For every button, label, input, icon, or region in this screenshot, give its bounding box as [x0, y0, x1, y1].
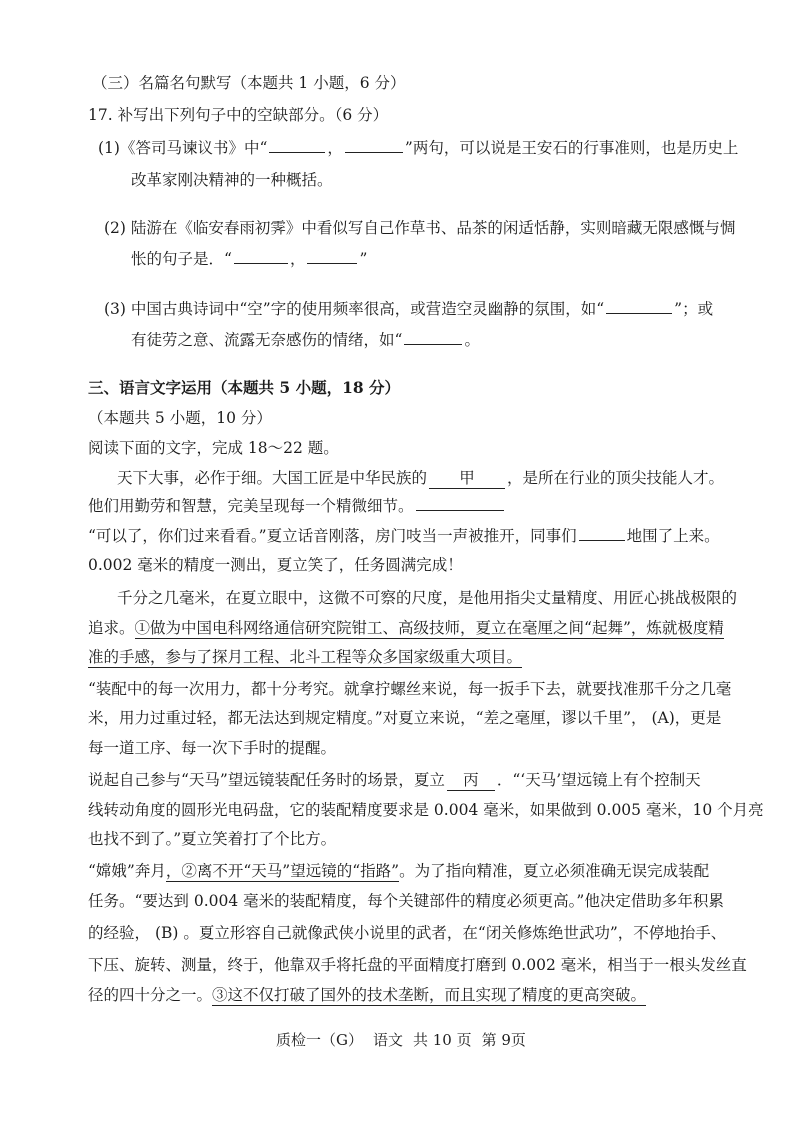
passage-text: “可以了，你们过来看看。”夏立话音刚落，房门吱当一声被推开，同事们 — [88, 527, 577, 545]
passage-text: 的经验， — [88, 924, 151, 942]
blank-marker: 丙 — [463, 771, 479, 789]
passage-text: “嫦娥”奔月 — [88, 862, 166, 880]
footer-exam: 质检一（G） — [276, 1031, 363, 1049]
passage-text: 每一道工序、每一次下手时的提醒。 — [88, 739, 337, 757]
passage-text: 线转动角度的圆形光电码盘，它的装配精度要求是 0.004 毫米，如果做到 0.005 毫米，10 个月亮 — [88, 801, 764, 819]
passage-text: 他们用勤劳和智慧，完美呈现每一个精微细节。 — [88, 497, 414, 515]
item-text: ”两句，可以说是王安石的行事准则，也是历史上 — [404, 139, 739, 157]
question-17-item-1-line2 — [131, 170, 333, 190]
passage-line — [88, 955, 747, 975]
passage-line — [88, 861, 709, 881]
instruction-text: 阅读下面的文字，完成 18～22 题。 — [88, 439, 339, 457]
underlined-sentence-2: ，②离不开“天马”望远镜的“指路” — [165, 862, 400, 880]
question-17-item-2-line2 — [131, 249, 367, 269]
item-text: 怅的句子是．“ — [131, 250, 232, 268]
question-stem-text: 17. 补写出下列句子中的空缺部分。（6 分） — [88, 106, 389, 124]
page-footer — [276, 1030, 536, 1050]
answer-blank[interactable] — [606, 299, 672, 314]
answer-blank[interactable] — [404, 330, 462, 345]
answer-blank[interactable] — [307, 249, 357, 264]
passage-text: 地围了上来。 — [626, 527, 720, 545]
passage-text: 米，用力过重过轻，都无法达到规定精度。”对夏立来说，“差之毫厘，谬以千里”， — [88, 709, 647, 727]
passage-line — [88, 923, 726, 943]
section-heading-3 — [88, 378, 400, 398]
passage-line — [117, 468, 724, 489]
passage-text: 下压、旋转、测量，终于，他靠双手将托盘的平面精度打磨到 0.002 毫米，相当于一根头发丝直 — [88, 956, 747, 974]
item-text: (3) 中国古典诗词中“空”字的使用频率很高，或营造空灵幽静的氛围，如“ — [104, 300, 605, 318]
passage-line — [88, 708, 721, 728]
passage-line — [117, 588, 737, 608]
passage-line — [88, 555, 463, 575]
section-heading-text: 三、语言文字运用（本题共 5 小题，18 分） — [88, 378, 401, 397]
passage-text: 任务。“要达到 0.004 毫米的装配精度，每个关键部件的精度必须更高。”他决定借助多年积累 — [88, 892, 724, 910]
item-text: 有徒劳之意、流露无奈感伤的情绪，如“ — [131, 331, 403, 349]
passage-text: 。夏立形容自己就像武侠小说里的武者，在“闭关修炼绝世武功”，不停地抬手、 — [183, 924, 727, 942]
item-text: (2) 陆游在《临安春雨初霁》中看似写自己作草书、品茶的闲适恬静，实则暗藏无限感慨与惆 — [104, 219, 736, 237]
section-heading-3-sub — [92, 73, 406, 93]
passage-line — [88, 770, 701, 791]
item-text: ”；或 — [674, 300, 714, 318]
passage-line — [88, 985, 646, 1005]
passage-text: ，是所在行业的顶尖技能人才。 — [507, 469, 725, 487]
blank-marker-a: (A) — [651, 709, 675, 727]
item-text: ” — [359, 250, 368, 268]
passage-line — [88, 496, 506, 516]
passage-text: ，更是 — [674, 709, 722, 727]
item-text: ， — [289, 250, 306, 268]
item-text: 改革家刚决精神的一种概括。 — [131, 171, 333, 189]
question-17-stem — [88, 105, 388, 125]
section-subheading — [88, 408, 272, 428]
item-text: ， — [327, 139, 343, 157]
passage-text: 径的四十分之一。 — [88, 986, 213, 1004]
passage-line — [88, 647, 522, 667]
passage-line — [88, 829, 336, 849]
section-sub-text: （本题共 5 小题，10 分） — [88, 409, 272, 427]
underlined-sentence-3: ③这不仅打破了国外的技术垄断，而且实现了精度的更高突破。 — [212, 986, 647, 1004]
section-heading-text: （三）名篇名句默写（本题共 1 小题，6 分） — [92, 74, 406, 92]
question-17-item-2 — [104, 218, 735, 238]
item-text: (1)《答司马谏议书》中“ — [98, 139, 268, 157]
passage-text: “装配中的每一次用力，都十分考究。就拿拧螺丝来说，每一扳手下去，就要找准那千分之几毫 — [88, 680, 732, 698]
underlined-sentence-1: ①做为中国电科网络通信研究院钳工、高级技师，夏立在毫厘之间“起舞”，炼就极度精 — [134, 619, 724, 637]
footer-page-number: 第 9页 — [481, 1031, 526, 1049]
question-17-item-1 — [98, 138, 738, 158]
passage-text: 天下大事，必作于细。大国工匠是中华民族的 — [117, 469, 428, 487]
blank-marker: 甲 — [459, 469, 475, 487]
question-17-item-3-line2 — [131, 330, 480, 350]
passage-text: 千分之几毫米，在夏立眼中，这微不可察的尺度，是他用指尖丈量精度、用匠心挑战极限的 — [117, 589, 738, 607]
passage-line — [88, 800, 764, 820]
blank-marker-b: (B) — [154, 924, 179, 942]
passage-line — [88, 526, 720, 546]
answer-blank[interactable] — [345, 138, 403, 153]
passage-line — [88, 679, 731, 699]
reading-instruction — [88, 438, 339, 458]
passage-line — [88, 618, 724, 638]
footer-subject: 语文 — [372, 1031, 403, 1049]
answer-blank[interactable] — [234, 249, 288, 264]
underlined-sentence-1-cont: 准的手感，参与了探月工程、北斗工程等众多国家级重大项目。 — [88, 648, 523, 666]
question-17-item-3 — [104, 299, 713, 319]
answer-blank[interactable] — [269, 138, 325, 153]
footer-total-pages: 共 10 页 — [413, 1031, 472, 1049]
answer-blank[interactable] — [416, 496, 504, 511]
passage-text: 追求。 — [88, 619, 135, 637]
passage-line — [88, 891, 724, 911]
fill-blank-bing[interactable] — [447, 770, 495, 791]
passage-line — [88, 738, 336, 758]
fill-blank-yi[interactable] — [579, 526, 625, 541]
fill-blank-jia[interactable] — [429, 468, 505, 489]
passage-text: 说起自己参与“天马”望远镜装配任务时的场景，夏立 — [88, 771, 445, 789]
item-text: 。 — [464, 331, 480, 349]
passage-text: ．“‘天马’望远镜上有个控制天 — [496, 771, 701, 789]
passage-text: 也找不到了。”夏立笑着打了个比方。 — [88, 830, 337, 848]
passage-text: 0.002 毫米的精度一测出，夏立笑了，任务圆满完成！ — [88, 556, 463, 574]
passage-text: 。为了指向精准，夏立必须准确无误完成装配 — [399, 862, 710, 880]
